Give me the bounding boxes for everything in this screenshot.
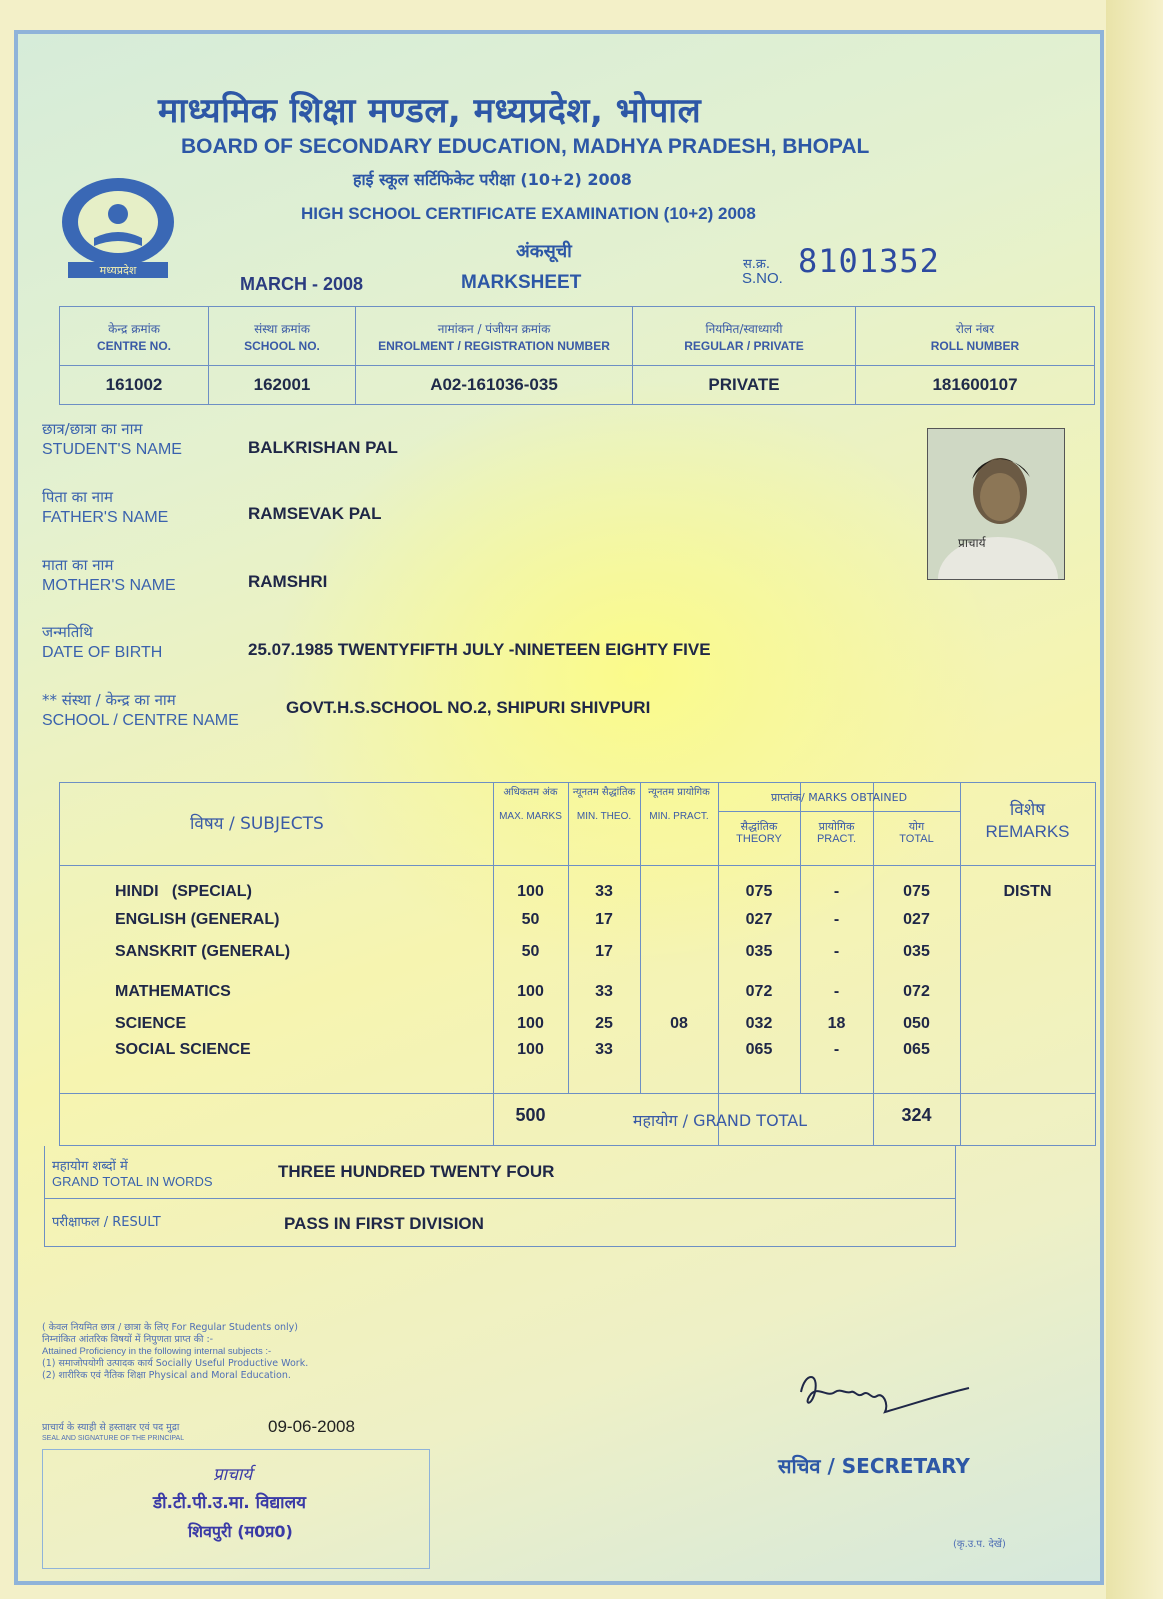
- marks-total: 027: [903, 911, 930, 928]
- candidate-info-table: [59, 306, 1095, 405]
- issue-date: 09-06-2008: [268, 1417, 355, 1436]
- marks-min-th: 25: [595, 1015, 613, 1032]
- min-theory-header: न्यूनतम सैद्धांतिक MIN. THEO.: [572, 787, 636, 822]
- school-name: GOVT.H.S.SCHOOL NO.2, SHIPURI SHIVPURI: [286, 698, 651, 717]
- marks-pract: -: [833, 911, 840, 928]
- total-header: योग TOTAL: [899, 820, 934, 845]
- stamp-school: डी.टी.पी.उ.मा. विद्यालय: [153, 1493, 306, 1513]
- proficiency-note: ( केवल नियमित छात्र / छात्रा के लिए For Regular Students only) निम्नांकित आंतरिक विषयों में निपुणता प्राप्त की :- Attained Proficiency in the following internal subjects :- (1) समाजोपयोगी उत्पादक कार्य Socially Useful Productive Work. (2) शारीरिक एवं नैतिक शिक्षा Physical and Moral Education.: [42, 1322, 309, 1381]
- enrolment-value: A02-161036-035: [356, 366, 633, 405]
- subject-name: ENGLISH (GENERAL): [115, 911, 280, 928]
- marks-table: [59, 782, 1096, 1146]
- marks-total: 072: [903, 983, 930, 1000]
- pto-note: (कृ.उ.प. देखें): [953, 1539, 1006, 1550]
- marks-theory: 065: [745, 1041, 773, 1058]
- centre-no-value: 161002: [60, 366, 209, 405]
- result: PASS IN FIRST DIVISION: [284, 1214, 484, 1233]
- min-practical-header: न्यूनतम प्रायोगिक MIN. PRACT.: [648, 787, 710, 822]
- marks-min-th: 33: [595, 983, 613, 1000]
- marks-obtained-header: प्राप्तांक/ MARKS OBTAINED: [770, 791, 908, 804]
- mother-name-label: MOTHER'S NAME: [42, 577, 176, 594]
- marks-min-th: 33: [595, 1041, 613, 1058]
- marks-max: 50: [521, 943, 540, 960]
- secretary-label: सचिव / SECRETARY: [778, 1454, 970, 1478]
- marks-pract: -: [833, 1041, 840, 1058]
- marks-max: 100: [517, 883, 544, 900]
- marks-theory: 072: [745, 983, 773, 1000]
- school-no-value: 162001: [209, 366, 356, 405]
- marks-remark: DISTN: [1003, 883, 1052, 900]
- roll-number-value: 181600107: [856, 366, 1095, 405]
- marks-max: 100: [517, 1041, 544, 1058]
- marks-theory: 032: [745, 1015, 773, 1032]
- marks-theory: 075: [745, 883, 773, 900]
- max-marks-header: अधिकतम अंक MAX. MARKS: [499, 787, 562, 822]
- words-label-hindi: महायोग शब्दों में: [52, 1159, 128, 1174]
- father-name: RAMSEVAK PAL: [248, 504, 382, 523]
- student-name: BALKRISHAN PAL: [248, 438, 398, 457]
- student-name-label-hindi: छात्र/छात्रा का नाम: [42, 420, 143, 438]
- marksheet-label: MARKSHEET: [461, 272, 582, 293]
- serial-label: S.NO.: [742, 270, 783, 287]
- father-name-label: FATHER'S NAME: [42, 509, 169, 526]
- marks-pract: -: [833, 983, 840, 1000]
- page-edge: [1106, 0, 1163, 1599]
- principal-seal-label-hindi: प्राचार्य के स्याही से हस्ताक्षर एवं पद मुद्रा: [42, 1422, 180, 1433]
- mother-name: RAMSHRI: [248, 572, 328, 591]
- theory-header: सैद्धांतिक THEORY: [736, 820, 782, 845]
- centre-no-header: केन्द्र क्रमांक CENTRE NO.: [60, 307, 209, 366]
- svg-text:मध्यप्रदेश: मध्यप्रदेश: [99, 264, 137, 277]
- grand-total: 324: [901, 1105, 932, 1125]
- board-logo: [58, 174, 178, 282]
- dob-label: DATE OF BIRTH: [42, 644, 163, 661]
- grand-total-label: महायोग / GRAND TOTAL: [632, 1111, 808, 1130]
- marks-theory: 035: [745, 943, 773, 960]
- marks-pract: -: [833, 883, 840, 900]
- serial-label-hindi: स.क्र.: [743, 257, 771, 272]
- principal-seal-label: SEAL AND SIGNATURE OF THE PRINCIPAL: [42, 1435, 185, 1442]
- summary-box: [44, 1146, 956, 1247]
- marks-min-th: 17: [595, 911, 613, 928]
- marks-max: 50: [521, 911, 540, 928]
- marksheet-document: [14, 30, 1104, 1585]
- marks-max: 100: [517, 1015, 544, 1032]
- date-of-birth: 25.07.1985 TWENTYFIFTH JULY -NINETEEN EIGHTY FIVE: [248, 640, 711, 659]
- exam-title-hindi: हाई स्कूल सर्टिफिकेट परीक्षा (10+2) 2008: [353, 170, 632, 189]
- marks-total: 065: [903, 1041, 930, 1058]
- principal-signature: प्राचार्य: [213, 1465, 253, 1485]
- marks-min-pr: 08: [670, 1015, 688, 1032]
- exam-title: HIGH SCHOOL CERTIFICATE EXAMINATION (10+2) 2008: [301, 204, 756, 223]
- marks-min-th: 17: [595, 943, 613, 960]
- roll-number-header: रोल नंबर ROLL NUMBER: [856, 307, 1095, 366]
- stamp-place: शिवपुरी (म0प्र0): [188, 1522, 293, 1541]
- words-label: GRAND TOTAL IN WORDS: [52, 1174, 213, 1189]
- grand-max-marks: 500: [515, 1105, 546, 1125]
- practical-header: प्रायोगिक PRACT.: [816, 820, 857, 845]
- marks-pract: -: [833, 943, 840, 960]
- serial-number: 8101352: [798, 242, 940, 280]
- dob-label-hindi: जन्मतिथि: [42, 623, 93, 641]
- marks-pract: 18: [827, 1015, 846, 1032]
- subject-name: HINDI (SPECIAL): [115, 883, 252, 900]
- board-title-hindi: माध्यमिक शिक्षा मण्डल, मध्यप्रदेश, भोपाल: [158, 91, 702, 131]
- remarks-header: विशेष REMARKS: [985, 800, 1070, 841]
- subject-name: SANSKRIT (GENERAL): [115, 943, 291, 960]
- principal-stamp: [42, 1449, 430, 1569]
- subjects-header: विषय / SUBJECTS: [190, 814, 324, 834]
- secretary-signature: [793, 1364, 973, 1429]
- enrolment-header: नामांकन / पंजीयन क्रमांक ENROLMENT / REGISTRATION NUMBER: [356, 307, 633, 366]
- subject-name: SOCIAL SCIENCE: [115, 1041, 251, 1058]
- student-name-label: STUDENT'S NAME: [42, 441, 182, 458]
- student-photo: [927, 428, 1065, 580]
- marks-min-th: 33: [595, 883, 613, 900]
- exam-session: MARCH - 2008: [240, 274, 364, 294]
- regular-private-header: नियमित/स्वाध्यायी REGULAR / PRIVATE: [633, 307, 856, 366]
- grand-total-in-words: THREE HUNDRED TWENTY FOUR: [278, 1162, 555, 1181]
- school-label-hindi: ** संस्था / केन्द्र का नाम: [42, 691, 176, 709]
- marks-total: 075: [903, 883, 930, 900]
- marks-max: 100: [517, 983, 544, 1000]
- marks-theory: 027: [745, 911, 773, 928]
- father-name-label-hindi: पिता का नाम: [42, 488, 113, 506]
- marksheet-label-hindi: अंकसूची: [516, 241, 572, 262]
- school-no-header: संस्था क्रमांक SCHOOL NO.: [209, 307, 356, 366]
- subject-name: SCIENCE: [115, 1015, 187, 1032]
- mother-name-label-hindi: माता का नाम: [42, 556, 114, 574]
- board-title: BOARD OF SECONDARY EDUCATION, MADHYA PRADESH, BHOPAL: [181, 135, 870, 158]
- subject-name: MATHEMATICS: [115, 983, 231, 1000]
- result-label: परीक्षाफल / RESULT: [52, 1215, 161, 1230]
- marks-total: 050: [903, 1015, 930, 1032]
- school-label: SCHOOL / CENTRE NAME: [42, 712, 239, 729]
- svg-text:प्राचार्य: प्राचार्य: [958, 536, 986, 550]
- regular-private-value: PRIVATE: [633, 366, 856, 405]
- marks-total: 035: [903, 943, 930, 960]
